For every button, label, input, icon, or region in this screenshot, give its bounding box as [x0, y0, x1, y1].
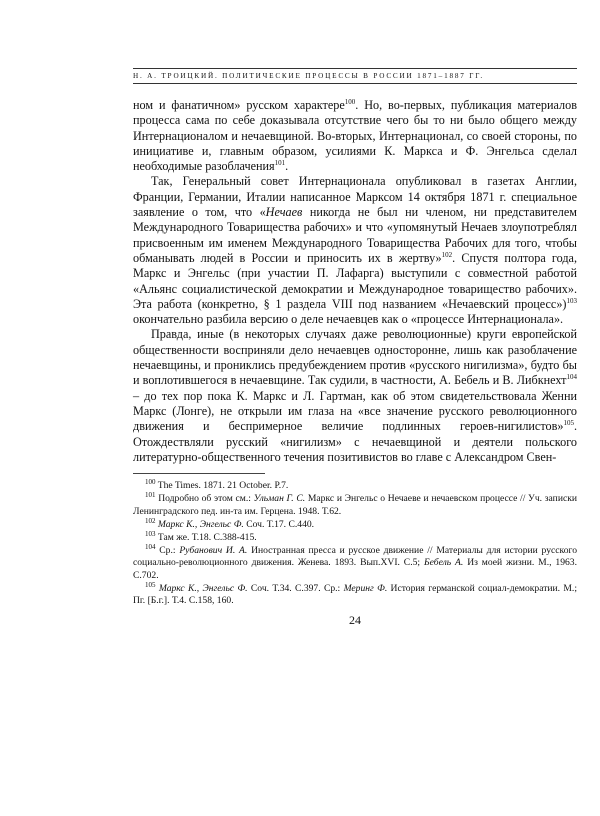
footnote: $^{105}$ Маркс К., Энгельс Ф. Соч. Т.34. С.397. Ср.: Меринг Ф. История германской социал-демократии. М.; Пг. [Б.г.]. Т.4. С.158, 160.: [133, 580, 577, 606]
footnote: $^{102}$ Маркс К., Энгельс Ф. Соч. Т.17. С.440.: [145, 516, 315, 530]
footnote-marker: 102: [441, 250, 453, 259]
footnote-marker: 101: [145, 491, 156, 500]
paragraph: Правда, иные (в некоторых случаях даже революционные) круги европейской общественности восприняли дело нечаевцев односторонне, лишь как разоблачение нечаевщины, и прониклись предубеждением против «русского нигилизма», будто бы и воплотившегося в нечаевщине. Так судили, в частности, А. Бебель и В. Либкнехт$^{104}$ – до тех пор пока К. Маркс и Л. Гартман, как об этом свидетельствовала Женни Маркс (Лонге), не открыли им глаза на «все значение русского революционного движения и беспримерное величие подлинных героев-нигилистов»$^{105}$. Отождествляли русский «нигилизм» с нечаевщиной и деятели польского литературно-общественного течения позитивистов во главе с Александром Свен-: [133, 327, 577, 464]
footnotes: [133, 477, 578, 607]
footnote: $^{103}$ Там же. Т.18. С.388-415.: [145, 529, 257, 543]
paragraph: Так, Генеральный совет Интернационала опубликовал в газетах Англии, Франции, Германии, Италии написанное Марксом 14 октября 1871 г. специальное заявление о том, что «Нечаев никогда не был ни членом, ни представителем Международного Товарищества рабочих» и что «упомянутый Нечаев злоупотреблял присвоенным им именем Международного Товарищества Рабочих для того, чтобы обманывать людей в России и приносить их в жертву»$^{102}$. Спустя полтора года, Маркс и Энгельс (при участии П. Лафарга) выступили с совместной работой «Альянс социалистической демократии и Международное товарищество рабочих». Эта работа (конкретно, § 1 раздела VIII под названием «Нечаевский процесс»)$^{103}$ окончательно разбила версию о деле нечаевцев как о «процессе Интернационала».: [133, 174, 577, 327]
footnote-marker: 105: [145, 580, 156, 589]
footnote-marker: 103: [145, 529, 156, 538]
footnote-marker: 105: [563, 419, 574, 428]
paragraph: ном и фанатичном» русском характере$^{100}$. Но, во-первых, публикация материалов процесса сама по себе доказывала отсутствие чего бы то ни было общего между Интернационалом и нечаевщиной. Во-вторых, Интернационал, со своей стороны, по инициативе и, главным образом, усилиями К. Маркса и Ф. Энгельса сделал необходимые разоблачения$^{101}$.: [133, 97, 577, 174]
footnote: $^{104}$ Ср.: Рубанович И. А. Иностранная пресса и русское движение // Материалы для истории русского социально-революционного движения. Женева. 1893. Вып.XVI. С.5; Бебель А. Из моей жизни. М., 1963. С.702.: [133, 542, 578, 581]
footnote-divider: [133, 473, 265, 474]
footnote-marker: 102: [145, 516, 156, 525]
footnote: $^{101}$ Подробно об этом см.: Ульман Г. С. Маркс и Энгельс о Нечаеве и нечаевском процессе // Уч. записки Ленинградского пед. ин-та им. Герцена. 1948. Т.62.: [133, 491, 578, 517]
footnote-marker: 101: [274, 159, 286, 168]
footnote-marker: 104: [145, 542, 156, 551]
footnote-marker: 100: [145, 477, 156, 486]
main-text: [133, 98, 577, 465]
footnote-marker: 100: [344, 97, 356, 106]
footnote-marker: 104: [566, 373, 577, 382]
footnote-marker: 103: [566, 296, 577, 305]
running-head: Н. А. ТРОИЦКИЙ. ПОЛИТИЧЕСКИЕ ПРОЦЕССЫ В РОССИИ 1871–1887 ГГ.: [133, 68, 577, 84]
page-number: 24: [349, 613, 361, 628]
footnote: $^{100}$ The Times. 1871. 21 October. P.7.: [145, 477, 289, 492]
book-page: [133, 68, 577, 788]
